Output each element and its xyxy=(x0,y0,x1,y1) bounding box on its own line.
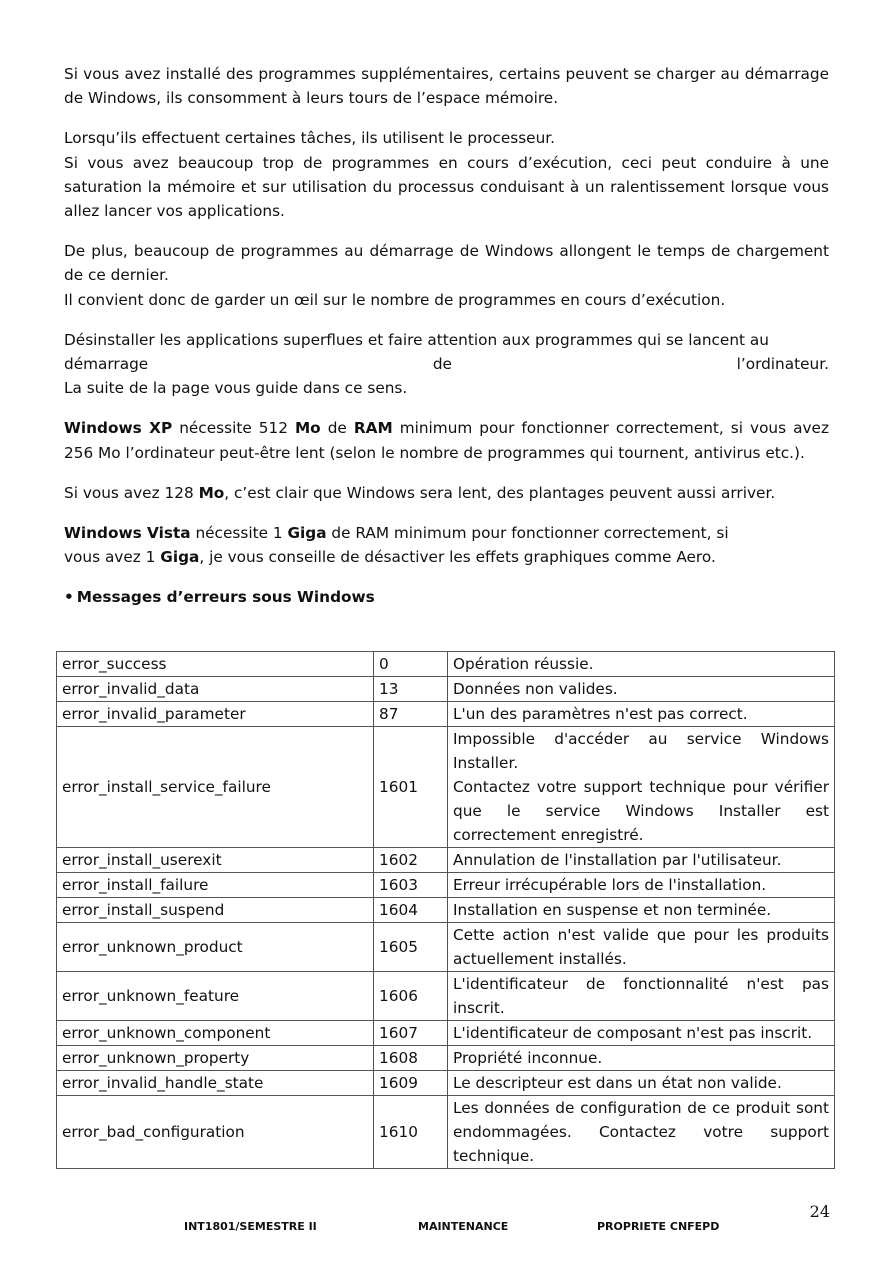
error-code-cell: 1608 xyxy=(374,1046,448,1071)
sentence: La suite de la page vous guide dans ce sens. xyxy=(64,379,408,398)
footer-subject: MAINTENANCE xyxy=(418,1220,509,1233)
error-name-cell: error_bad_configuration xyxy=(57,1096,374,1169)
error-name-cell: error_invalid_parameter xyxy=(57,702,374,727)
error-message-cell xyxy=(448,652,835,677)
word: démarrage xyxy=(64,355,149,374)
error-name-cell: error_success xyxy=(57,652,374,677)
sentence: Lorsqu’ils effectuent certaines tâches, ils utilisent le processeur. xyxy=(64,129,556,148)
table-row xyxy=(57,873,835,898)
sentence: De plus, beaucoup de programmes au démarrage de Windows allongent le temps de chargement de ce dernier. xyxy=(64,242,829,285)
word: de xyxy=(432,355,452,374)
error-message-cell xyxy=(448,1021,835,1046)
bold-term: Windows XP xyxy=(64,419,173,438)
table-row xyxy=(57,727,835,848)
error-message: Impossible d'accéder au service Windows Installer. xyxy=(453,730,829,772)
error-code-cell: 1605 xyxy=(374,923,448,972)
error-code-cell: 13 xyxy=(374,677,448,702)
bold-term: Mo xyxy=(294,419,321,438)
error-message-cell xyxy=(448,1096,835,1169)
error-message: Données non valides. xyxy=(453,680,618,698)
error-message-cell xyxy=(448,1046,835,1071)
error-message-cell xyxy=(448,873,835,898)
error-message-cell xyxy=(448,1071,835,1096)
text-run: minimum pour fonctionner correctement, si vous avez 256 Mo l’ordinateur peut-être lent (selon le nombre de programmes qui tournent, antivirus etc.). xyxy=(64,419,829,462)
bold-term: Giga xyxy=(160,548,200,567)
error-name-cell: error_unknown_component xyxy=(57,1021,374,1046)
text-run: vous avez 1 xyxy=(64,548,161,567)
text-run: , c’est clair que Windows sera lent, des plantages peuvent aussi arriver. xyxy=(224,483,776,502)
section-heading xyxy=(64,585,829,609)
sentence: Désinstaller les applications superflues et faire attention aux programmes qui se lancent au xyxy=(64,330,769,349)
error-message-cell xyxy=(448,923,835,972)
error-message: Annulation de l'installation par l'utilisateur. xyxy=(453,851,782,869)
error-code-cell: 1609 xyxy=(374,1071,448,1096)
table-row xyxy=(57,1021,835,1046)
error-code-cell: 1604 xyxy=(374,898,448,923)
error-message-cell xyxy=(448,972,835,1021)
error-message: Erreur irrécupérable lors de l'installation. xyxy=(453,876,767,894)
error-message-cell xyxy=(448,898,835,923)
error-name-cell: error_unknown_feature xyxy=(57,972,374,1021)
error-message-cell xyxy=(448,727,835,848)
footer-course: INT1801/SEMESTRE II xyxy=(184,1220,317,1233)
paragraph xyxy=(64,521,829,569)
bold-term: Mo xyxy=(198,483,225,502)
error-name-cell: error_install_userexit xyxy=(57,848,374,873)
paragraph xyxy=(64,481,829,505)
text-run: nécessite 512 xyxy=(172,419,295,438)
error-message: Les données de configuration de ce produit sont endommagées. Contactez votre support technique. xyxy=(453,1099,829,1165)
table-row xyxy=(57,1096,835,1169)
paragraph xyxy=(64,416,829,464)
spread-line xyxy=(64,352,829,376)
error-message: Contactez votre support technique pour vérifier que le service Windows Installer est correctement enregistré. xyxy=(453,778,829,844)
footer-owner: PROPRIETE CNFEPD xyxy=(597,1220,720,1233)
error-message: L'identificateur de composant n'est pas inscrit. xyxy=(453,1024,813,1042)
error-message: L'identificateur de fonctionnalité n'est pas inscrit. xyxy=(453,975,829,1017)
bold-term: Giga xyxy=(287,524,327,543)
bullet-icon: • xyxy=(64,588,74,607)
paragraph: Si vous avez installé des programmes supplémentaires, certains peuvent se charger au démarrage de Windows, ils consomment à leurs tours de l’espace mémoire. xyxy=(64,65,829,108)
document-body xyxy=(64,62,829,618)
error-code-cell: 87 xyxy=(374,702,448,727)
error-message-cell xyxy=(448,848,835,873)
text-run: , je vous conseille de désactiver les effets graphiques comme Aero. xyxy=(199,548,716,567)
table-row xyxy=(57,1046,835,1071)
section-title: Messages d’erreurs sous Windows xyxy=(76,588,375,607)
paragraph xyxy=(64,328,829,401)
error-name-cell: error_install_service_failure xyxy=(57,727,374,848)
error-message: Le descripteur est dans un état non valide. xyxy=(453,1074,782,1092)
table-row xyxy=(57,677,835,702)
error-code-cell: 1601 xyxy=(374,727,448,848)
bold-term: RAM xyxy=(353,419,393,438)
error-code-cell: 1610 xyxy=(374,1096,448,1169)
bold-term: Windows Vista xyxy=(64,524,191,543)
error-code-cell: 0 xyxy=(374,652,448,677)
error-message: Cette action n'est valide que pour les produits actuellement installés. xyxy=(453,926,829,968)
error-name-cell: error_invalid_handle_state xyxy=(57,1071,374,1096)
text-run: Si vous avez 128 xyxy=(64,483,199,502)
error-table xyxy=(56,651,835,1169)
error-code-cell: 1607 xyxy=(374,1021,448,1046)
error-code-cell: 1606 xyxy=(374,972,448,1021)
text-run: nécessite 1 xyxy=(190,524,288,543)
error-name-cell: error_invalid_data xyxy=(57,677,374,702)
paragraph xyxy=(64,126,829,223)
table-row xyxy=(57,898,835,923)
error-code-cell: 1602 xyxy=(374,848,448,873)
error-message: L'un des paramètres n'est pas correct. xyxy=(453,705,748,723)
error-name-cell: error_install_failure xyxy=(57,873,374,898)
error-code-cell: 1603 xyxy=(374,873,448,898)
text-run: de xyxy=(320,419,354,438)
sentence: Si vous avez beaucoup trop de programmes en cours d’exécution, ceci peut conduire à une saturation la mémoire et sur utilisation du processus conduisant à un ralentissement lorsque vous allez lancer vos applications. xyxy=(64,153,829,221)
table-row xyxy=(57,652,835,677)
error-name-cell: error_install_suspend xyxy=(57,898,374,923)
error-message: Opération réussie. xyxy=(453,655,594,673)
table-row xyxy=(57,1071,835,1096)
table-row xyxy=(57,972,835,1021)
table-row xyxy=(57,702,835,727)
error-message: Propriété inconnue. xyxy=(453,1049,603,1067)
text-run: de RAM minimum pour fonctionner correctement, si xyxy=(326,524,729,543)
table-row xyxy=(57,923,835,972)
error-message: Installation en suspense et non terminée. xyxy=(453,901,772,919)
word: l’ordinateur. xyxy=(736,355,829,374)
error-name-cell: error_unknown_property xyxy=(57,1046,374,1071)
error-name-cell: error_unknown_product xyxy=(57,923,374,972)
paragraph xyxy=(64,239,829,312)
table-row xyxy=(57,848,835,873)
sentence: Il convient donc de garder un œil sur le nombre de programmes en cours d’exécution. xyxy=(64,290,726,309)
page-number: 24 xyxy=(809,1202,830,1221)
error-table-body xyxy=(57,652,835,1169)
error-message-cell xyxy=(448,702,835,727)
error-message-cell xyxy=(448,677,835,702)
